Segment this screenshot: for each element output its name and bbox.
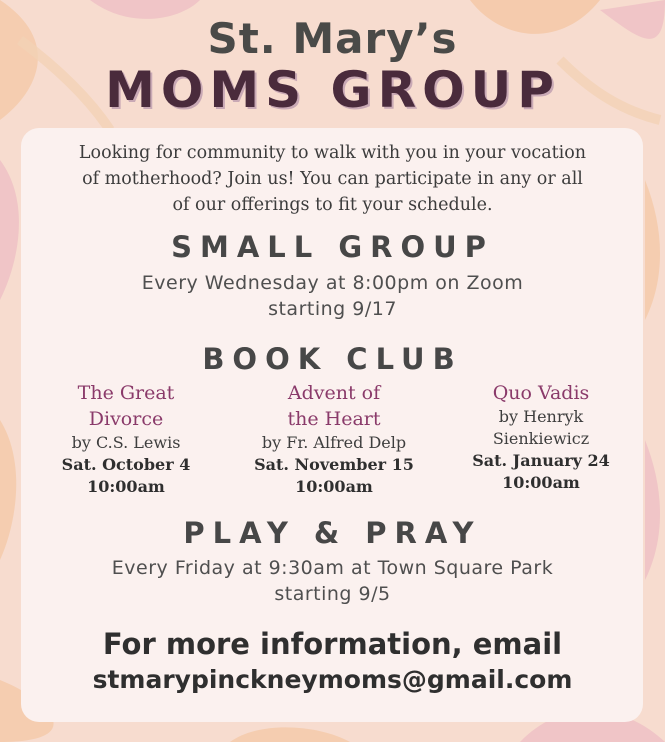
contact-prompt: For more information, email bbox=[102, 627, 563, 661]
play-pray-start: starting 9/5 bbox=[274, 583, 391, 605]
intro-line: of our offerings to fit your schedule. bbox=[172, 195, 493, 215]
book-author: by Henryk bbox=[498, 407, 584, 426]
book-title: Divorce bbox=[88, 408, 164, 430]
book-date: Sat. January 24 bbox=[472, 451, 610, 470]
book-date: Sat. November 15 bbox=[254, 455, 414, 474]
book-item bbox=[452, 380, 630, 494]
book-time: 10:00am bbox=[87, 477, 165, 496]
intro-line: of motherhood? Join us! You can participate in any or all bbox=[82, 169, 583, 189]
title-church-name: St. Mary’s bbox=[207, 14, 458, 63]
flyer-header bbox=[0, 0, 665, 128]
book-title: Advent of bbox=[287, 382, 381, 404]
title-group-name: MOMS GROUP bbox=[105, 61, 560, 119]
small-group-heading: SMALL GROUP bbox=[171, 230, 494, 264]
book-author: by Fr. Alfred Delp bbox=[261, 433, 407, 452]
book-time: 10:00am bbox=[295, 477, 373, 496]
contact-email[interactable]: stmarypinckneymoms@gmail.com bbox=[92, 665, 573, 694]
book-title: the Heart bbox=[287, 408, 381, 430]
book-date: Sat. October 4 bbox=[61, 455, 191, 474]
book-title: The Great bbox=[77, 382, 175, 404]
book-club-heading: BOOK CLUB bbox=[202, 342, 463, 376]
book-author: Sienkiewicz bbox=[492, 429, 590, 448]
book-author: by C.S. Lewis bbox=[71, 433, 181, 452]
intro-paragraph bbox=[30, 140, 635, 218]
book-item bbox=[36, 380, 216, 498]
book-title: Quo Vadis bbox=[492, 382, 590, 404]
intro-line: Looking for community to walk with you in your vocation bbox=[78, 143, 587, 163]
book-time: 10:00am bbox=[502, 473, 580, 492]
play-pray-heading: PLAY & PRAY bbox=[183, 516, 482, 550]
book-item bbox=[240, 380, 428, 498]
small-group-start: starting 9/17 bbox=[268, 298, 397, 320]
play-pray-schedule: Every Friday at 9:30am at Town Square Park bbox=[111, 557, 554, 579]
small-group-schedule: Every Wednesday at 8:00pm on Zoom bbox=[141, 272, 524, 294]
